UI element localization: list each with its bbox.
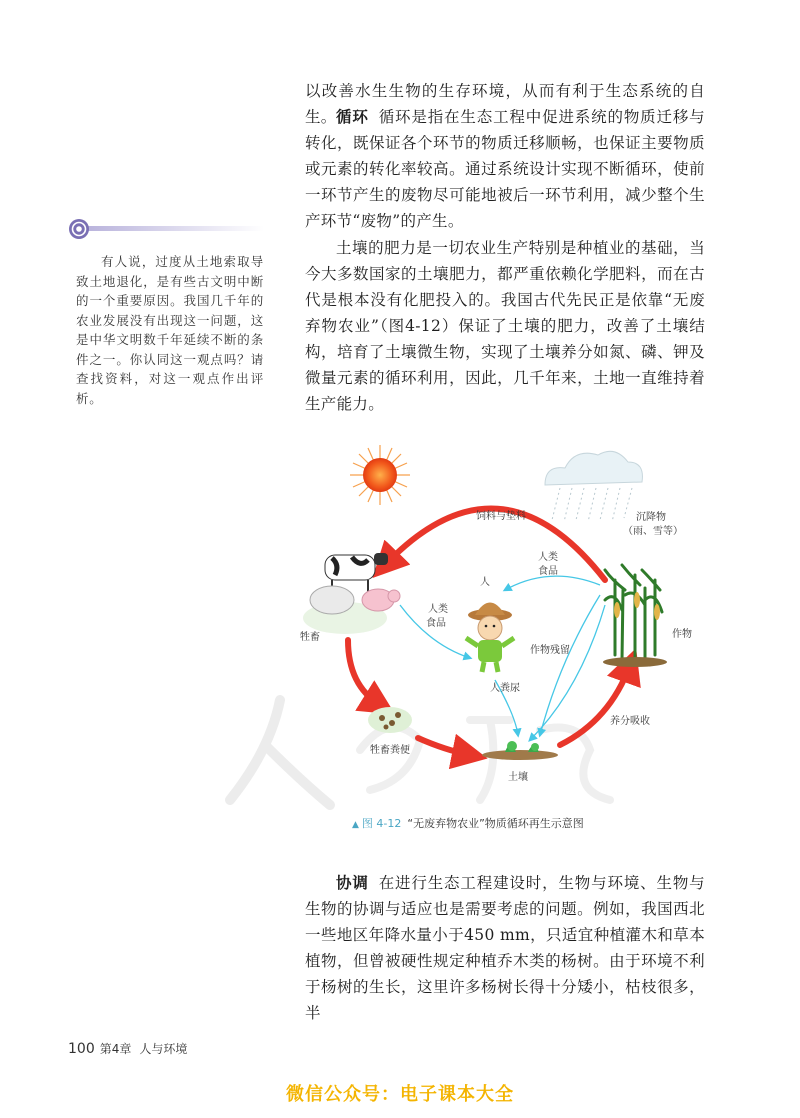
paragraph-intro: 以改善水生生物的生存环境，从而有利于生态系统的自生。 [305, 82, 705, 126]
label-soil: 土壤 [508, 772, 528, 783]
rain-cloud-icon [545, 451, 642, 522]
paragraph-cycle-text: 循环是指在生态工程中促进系统的物质迁移与转化，既保证各个环节的物质迁移顺畅，也保证主要物质或元素的转化率较高。通过系统设计实现不断循环，使前一环节产生的废物尽可能地被后一环节利用，减少整个生产环节“废物”的产生。 [305, 108, 705, 230]
term-cycle: 循环 [336, 108, 369, 126]
page-number: 100 [68, 1041, 95, 1057]
page-footer [68, 1040, 187, 1057]
crops-icon [603, 565, 667, 667]
label-crops: 作物 [672, 629, 692, 640]
label-human-food-right-2: 食品 [538, 566, 558, 577]
chapter-title: 人与环境 [139, 1042, 188, 1056]
chapter-number: 第4章 [99, 1042, 132, 1056]
label-human-food-left-1: 人类 [428, 604, 448, 615]
label-feed-bedding: 饲料与垫料 [476, 511, 526, 522]
sidebar-discussion [68, 218, 264, 408]
sidebar-question: 有人说，过度从土地索取导致土地退化，是有些古文明中断的一个重要原因。我国几千年的农业发展没有出现这一问题，这是中华文明数千年延续不断的条件之一。你认同这一观点吗？请查找资料，对这一观点作出评析。 [76, 254, 264, 406]
label-livestock: 牲畜 [300, 632, 320, 643]
label-human-excreta: 人粪尿 [490, 683, 520, 694]
figure-nutrient-cycle [290, 440, 710, 830]
label-precipitation-detail: （雨、雪等） [623, 526, 683, 537]
paragraph-cycle [305, 104, 705, 234]
caption-triangle-icon: ▲ [352, 820, 359, 830]
paragraph-soil: 土壤的肥力是一切农业生产特别是种植业的基础，当今大多数国家的土壤肥力，都严重依赖化学肥料，而在古代是根本没有化肥投入的。我国古代先民正是依靠“无废弃物农业”（图4-12）保证了土壤的肥力，改善了土壤结构，培育了土壤微生物，实现了土壤养分如氮、磷、钾及微量元素的循环利用，因此，几千年来，土地一直维持着生产能力。 [305, 239, 705, 413]
sun-icon [350, 445, 410, 505]
figure-number: 图 4-12 [361, 817, 402, 830]
discussion-icon [68, 218, 264, 240]
manure-icon [368, 707, 412, 733]
term-coordination: 协调 [336, 874, 369, 892]
farmer-icon [466, 603, 514, 673]
label-human-food-left-2: 食品 [426, 618, 446, 629]
label-crop-residue: 作物残留 [530, 645, 570, 656]
label-human-food-right-1: 人类 [538, 552, 558, 563]
wechat-watermark: 微信公众号：电子课本大全 [286, 1084, 514, 1105]
flow-arrows-cyan [400, 576, 605, 740]
label-human: 人 [480, 577, 490, 588]
paragraph-coordination [305, 870, 705, 1026]
soil-icon [482, 741, 558, 760]
figure-caption [352, 815, 584, 831]
paragraph-coordination-text: 在进行生态工程建设时，生物与环境、生物与生物的协调与适应也是需要考虑的问题。例如，我国西北一些地区年降水量小于450 mm，只适宜种植灌木和草本植物，但曾被硬性规定种植乔木类的杨树。由于环境不利于杨树的生长，这里许多杨树长得十分矮小，枯枝很多，半 [305, 874, 705, 1022]
label-livestock-manure: 牲畜粪便 [370, 745, 410, 756]
figure-title: “无废弃物农业”物质循环再生示意图 [407, 817, 584, 830]
label-nutrient-uptake: 养分吸收 [610, 716, 650, 727]
label-precipitation: 沉降物 [636, 512, 666, 523]
